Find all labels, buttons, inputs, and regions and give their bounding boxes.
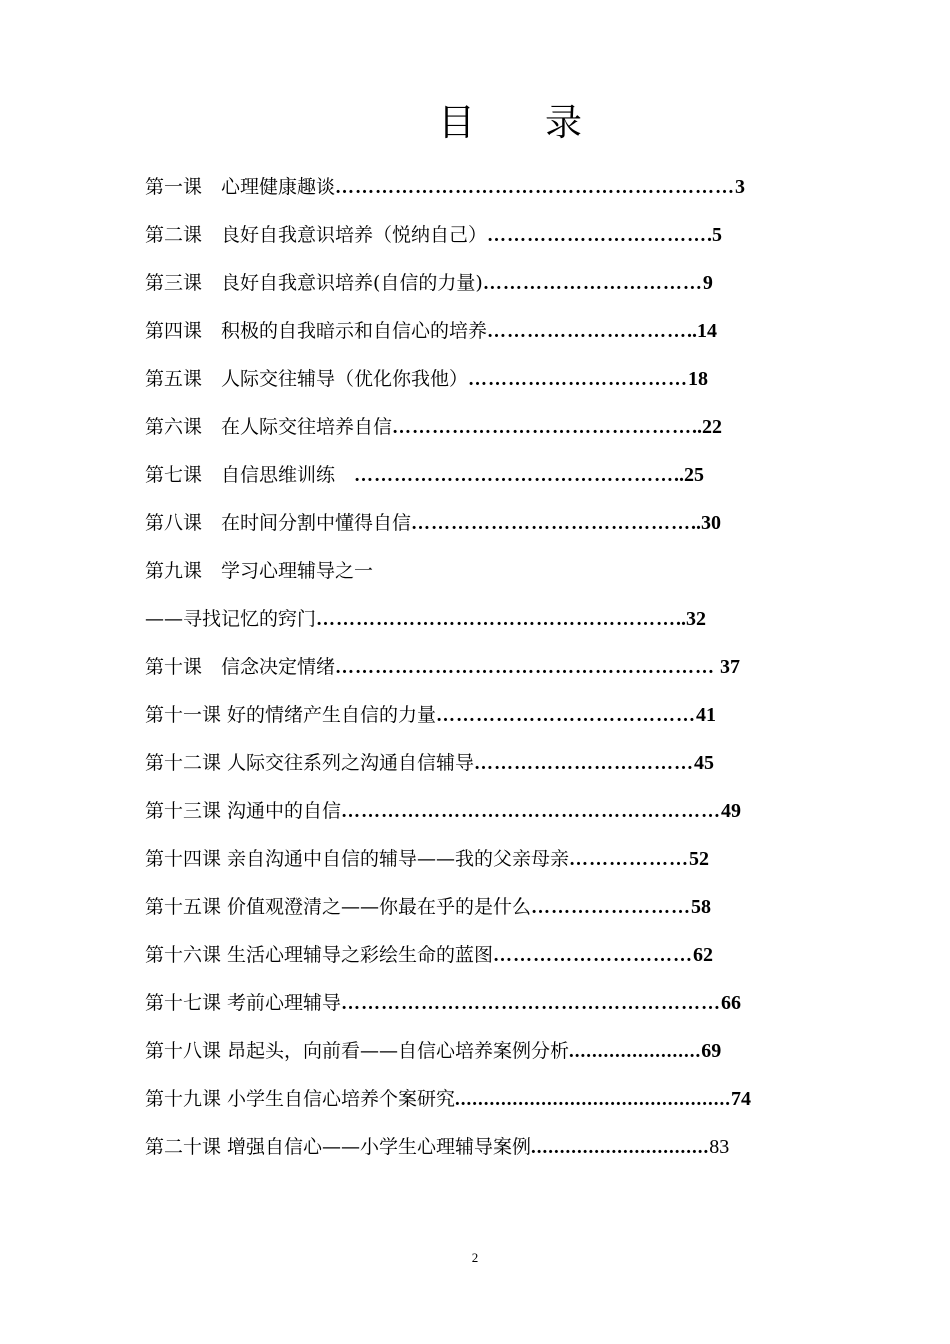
toc-entry[interactable] <box>145 261 810 309</box>
entry-label: 第十二课 人际交往系列之沟通自信辅导 <box>145 752 475 774</box>
toc-entry[interactable] <box>145 453 810 501</box>
entry-label: 第十八课 昂起头，向前看——自信心培养案例分析 <box>145 1040 570 1062</box>
leader-dots: …………………………………… <box>411 513 692 534</box>
entry-label: 第八课 在时间分割中懂得自信 <box>145 512 412 534</box>
entry-page: 41 <box>696 704 717 726</box>
leader-dots: …………………………… <box>482 273 703 294</box>
leader-dots: …………………………… <box>474 753 695 774</box>
entry-label: 第二十课 增强自信心——小学生心理辅导案例 <box>145 1136 532 1158</box>
toc-entry[interactable] <box>145 741 810 789</box>
toc-entry[interactable] <box>145 501 810 549</box>
leader-dots: ............................... <box>531 1137 710 1158</box>
toc-entry[interactable] <box>145 549 810 597</box>
toc-entry[interactable] <box>145 597 810 645</box>
entry-page: ..22 <box>692 416 723 438</box>
leader-dots: ………………………………………………… <box>341 993 722 1014</box>
entry-page: 37 <box>715 656 741 678</box>
leader-dots: ................................................ <box>455 1089 732 1110</box>
toc-entry[interactable] <box>145 981 810 1029</box>
entry-label: ——寻找记忆的窍门 <box>145 608 317 630</box>
entry-label: 第二课 良好自我意识培养（悦纳自己） <box>145 224 488 246</box>
entry-page: 66 <box>721 992 742 1014</box>
leader-dots: ………………………………………… <box>354 465 675 486</box>
toc-entry[interactable] <box>145 213 810 261</box>
leader-dots: …………………………… <box>487 225 708 246</box>
toc-entry[interactable] <box>145 1029 810 1077</box>
entry-page: 69 <box>701 1040 722 1062</box>
entry-label: 第三课 良好自我意识培养(自信的力量) <box>145 272 483 294</box>
leader-dots: ………………………… <box>493 945 694 966</box>
entry-page: 18 <box>688 368 709 390</box>
entry-label: 第五课 人际交往辅导（优化你我他） <box>145 368 469 390</box>
entry-page: ..30 <box>691 512 722 534</box>
entry-page: 74 <box>731 1088 752 1110</box>
leader-dots: …………………………………………………… <box>335 177 736 198</box>
entry-label: 第一课 心理健康趣谈 <box>145 176 336 198</box>
toc-list <box>145 165 810 1173</box>
entry-page: 62 <box>693 944 714 966</box>
entry-page: 83 <box>709 1136 730 1158</box>
toc-entry[interactable] <box>145 645 810 693</box>
entry-label: 第十课 信念决定情绪 <box>145 656 336 678</box>
entry-label: 第七课 自信思维训练 <box>145 464 355 486</box>
toc-entry[interactable] <box>145 1125 810 1173</box>
entry-label: 第四课 积极的自我暗示和自信心的培养 <box>145 320 488 342</box>
leader-dots: …………………… <box>531 897 692 918</box>
entry-page: 9 <box>702 272 713 294</box>
toc-title: 目录 <box>438 101 652 144</box>
leader-dots: ………………………………… <box>436 705 697 726</box>
toc-entry[interactable] <box>145 933 810 981</box>
toc-entry[interactable] <box>145 165 810 213</box>
entry-page: .5 <box>707 224 723 246</box>
entry-label: 第十七课 考前心理辅导 <box>145 992 342 1014</box>
entry-page: 45 <box>694 752 715 774</box>
entry-page: 3 <box>735 176 746 198</box>
entry-page: 58 <box>691 896 712 918</box>
toc-entry[interactable] <box>145 405 810 453</box>
entry-label: 第十四课 亲自沟通中自信的辅导——我的父亲母亲 <box>145 848 570 870</box>
entry-page: 52 <box>689 848 710 870</box>
toc-entry[interactable] <box>145 357 810 405</box>
entry-label: 第十六课 生活心理辅导之彩绘生命的蓝图 <box>145 944 494 966</box>
entry-label: 第十九课 小学生自信心培养个案研究 <box>145 1088 456 1110</box>
leader-dots: ………………………………………………… <box>335 657 716 678</box>
entry-label: 第十三课 沟通中的自信 <box>145 800 342 822</box>
page-number: 2 <box>471 1250 479 1265</box>
toc-entry[interactable] <box>145 837 810 885</box>
toc-entry[interactable] <box>145 789 810 837</box>
leader-dots: ……………………………………………… <box>316 609 677 630</box>
leader-dots: ....................... <box>569 1041 702 1062</box>
entry-label: 第十一课 好的情绪产生自信的力量 <box>145 704 437 726</box>
leader-dots: …………………………… <box>468 369 689 390</box>
entry-label: 第九课 学习心理辅导之一 <box>145 560 374 582</box>
entry-page: ..14 <box>687 320 718 342</box>
entry-label: 第十五课 价值观澄清之——你最在乎的是什么 <box>145 896 532 918</box>
leader-dots: ………………………… <box>487 321 688 342</box>
toc-entry[interactable] <box>145 693 810 741</box>
toc-entry[interactable] <box>145 309 810 357</box>
leader-dots: ……………… <box>569 849 690 870</box>
entry-page: ..32 <box>676 608 707 630</box>
entry-page: 49 <box>721 800 742 822</box>
leader-dots: ……………………………………… <box>392 417 693 438</box>
leader-dots: ………………………………………………… <box>341 801 722 822</box>
toc-entry[interactable] <box>145 885 810 933</box>
entry-label: 第六课 在人际交往培养自信 <box>145 416 393 438</box>
toc-entry[interactable] <box>145 1077 810 1125</box>
entry-page: ..25 <box>674 464 705 486</box>
